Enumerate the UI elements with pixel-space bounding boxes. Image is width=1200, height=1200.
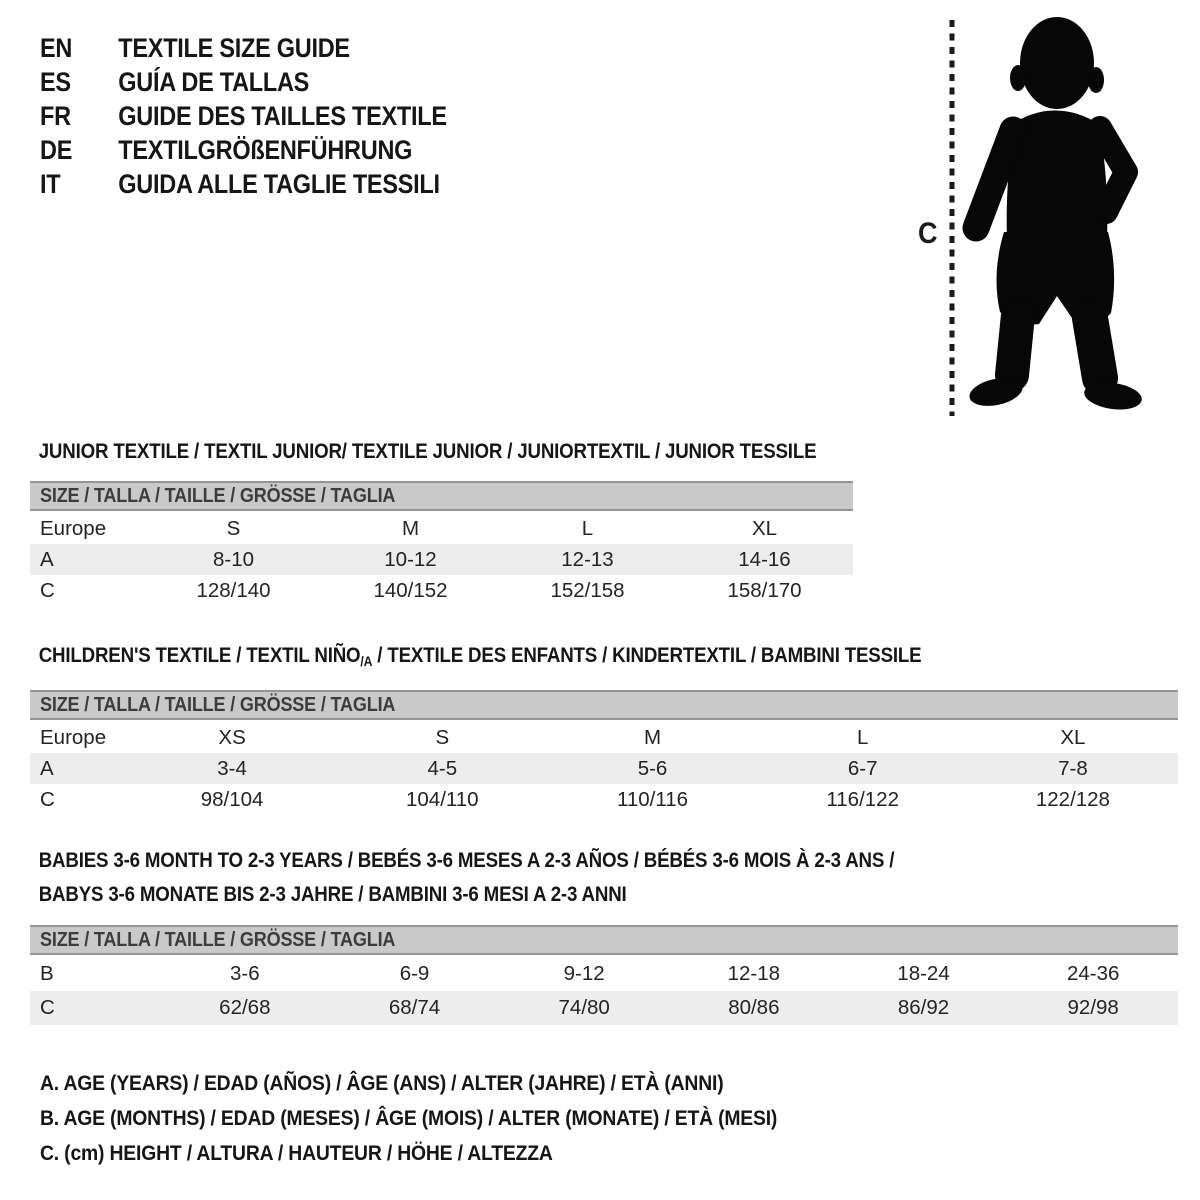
size-value: 152/158 bbox=[550, 578, 625, 602]
row-label: B bbox=[40, 962, 54, 985]
table-row bbox=[30, 784, 1178, 815]
table-row bbox=[30, 513, 853, 544]
section-title bbox=[30, 638, 1029, 674]
section-title-text: BABIES 3-6 MONTH TO 2-3 YEARS / BEBÉS 3-6 MESES A 2-3 AÑOS / BÉBÉS 3-6 MOIS À 2-3 ANS / bbox=[38, 848, 895, 872]
size-value: 24-36 bbox=[1066, 962, 1120, 985]
language-title: GUÍA DE TALLAS bbox=[118, 66, 310, 97]
size-value: 10-12 bbox=[384, 547, 437, 571]
size-value: 3-4 bbox=[217, 756, 247, 780]
size-value: 18-24 bbox=[897, 962, 950, 985]
row-label: A bbox=[40, 756, 54, 780]
row-label: C bbox=[40, 578, 55, 602]
language-title: TEXTILGRÖßENFÜHRUNG bbox=[118, 134, 413, 165]
section-title-line bbox=[38, 434, 817, 468]
section-title-line bbox=[39, 877, 1029, 911]
size-value: 110/116 bbox=[616, 787, 689, 811]
size-value: M bbox=[401, 516, 420, 540]
table-row bbox=[30, 753, 1178, 784]
size-value: S bbox=[226, 516, 241, 540]
size-section-2 bbox=[30, 638, 1178, 815]
legend-line: A. AGE (YEARS) / EDAD (AÑOS) / ÂGE (ANS) / ALTER (JAHRE) / ETÀ (ANNI) bbox=[40, 1071, 724, 1095]
size-value: L bbox=[581, 516, 594, 540]
size-value: 122/128 bbox=[1035, 787, 1110, 811]
table-row bbox=[30, 544, 853, 575]
language-code: ES bbox=[40, 66, 71, 97]
size-value: 74/80 bbox=[558, 996, 610, 1019]
size-table bbox=[30, 722, 1178, 815]
language-title: GUIDE DES TAILLES TEXTILE bbox=[118, 100, 447, 131]
size-value: 12-13 bbox=[561, 547, 614, 571]
section-title-text: BABYS 3-6 MONATE BIS 2-3 JAHRE / BAMBINI 3-6 MESI A 2-3 ANNI bbox=[38, 882, 627, 906]
size-value: 92/98 bbox=[1067, 996, 1119, 1019]
size-value: 98/104 bbox=[200, 787, 264, 811]
size-value: L bbox=[857, 725, 869, 749]
size-header-label: SIZE / TALLA / TAILLE / GRÖSSE / TAGLIA bbox=[40, 693, 396, 716]
row-label: A bbox=[40, 547, 54, 571]
language-code: IT bbox=[40, 168, 61, 199]
legend bbox=[40, 1066, 859, 1171]
height-measure-label: C bbox=[918, 216, 938, 251]
size-value: 62/68 bbox=[219, 996, 271, 1019]
size-value: 116/122 bbox=[826, 787, 899, 811]
row-label: C bbox=[40, 996, 55, 1019]
size-value: 7-8 bbox=[1058, 756, 1088, 780]
section-title bbox=[30, 843, 1029, 911]
size-table bbox=[30, 957, 1178, 1025]
size-value: 86/92 bbox=[897, 996, 950, 1019]
size-section-3 bbox=[30, 843, 1178, 1025]
row-label: Europe bbox=[40, 725, 107, 749]
section-title-text: /A bbox=[360, 653, 373, 669]
size-value: 8-10 bbox=[212, 547, 255, 571]
size-value: 140/152 bbox=[373, 578, 448, 602]
section-title-line bbox=[39, 843, 1029, 877]
size-header-label: SIZE / TALLA / TAILLE / GRÖSSE / TAGLIA bbox=[40, 928, 396, 951]
size-value: 104/110 bbox=[406, 787, 479, 811]
size-value: S bbox=[435, 725, 450, 749]
size-value: 128/140 bbox=[196, 578, 271, 602]
size-value: 6-9 bbox=[399, 962, 430, 985]
size-header-label: SIZE / TALLA / TAILLE / GRÖSSE / TAGLIA bbox=[40, 484, 396, 507]
size-section-1 bbox=[30, 434, 853, 606]
section-title bbox=[30, 434, 817, 468]
size-header-bar bbox=[30, 690, 1178, 720]
section-title-text: / TEXTILE DES ENFANTS / KINDERTEXTIL / BAMBINI TESSILE bbox=[372, 643, 922, 667]
language-title: GUIDA ALLE TAGLIE TESSILI bbox=[118, 168, 440, 199]
language-code: EN bbox=[40, 32, 73, 63]
size-value: 12-18 bbox=[727, 962, 781, 985]
size-table bbox=[30, 513, 853, 606]
size-value: XS bbox=[218, 725, 246, 749]
size-value: 14-16 bbox=[738, 547, 791, 571]
size-value: 9-12 bbox=[563, 962, 605, 985]
table-row bbox=[30, 722, 1178, 753]
legend-line: C. (cm) HEIGHT / ALTURA / HAUTEUR / HÖHE / ALTEZZA bbox=[40, 1141, 553, 1165]
section-title-line bbox=[39, 638, 1029, 674]
section-title-text: JUNIOR TEXTILE / TEXTIL JUNIOR/ TEXTILE JUNIOR / JUNIORTEXTIL / JUNIOR TESSILE bbox=[38, 439, 817, 463]
table-row bbox=[30, 991, 1178, 1025]
size-value: 68/74 bbox=[388, 996, 441, 1019]
size-value: 3-6 bbox=[230, 962, 260, 985]
size-value: 158/170 bbox=[727, 578, 802, 602]
size-header-bar bbox=[30, 925, 1178, 955]
size-value: M bbox=[643, 725, 662, 749]
size-value: 6-7 bbox=[847, 756, 878, 780]
size-value: 80/86 bbox=[728, 996, 780, 1019]
table-row bbox=[30, 957, 1178, 991]
size-value: XL bbox=[1060, 725, 1086, 749]
table-row bbox=[30, 575, 853, 606]
size-value: XL bbox=[751, 516, 778, 540]
section-title-text: CHILDREN'S TEXTILE / TEXTIL NIÑO bbox=[38, 643, 361, 667]
size-value: 4-5 bbox=[427, 756, 458, 780]
size-value: 5-6 bbox=[637, 756, 668, 780]
size-header-bar bbox=[30, 481, 853, 511]
language-code: FR bbox=[40, 100, 71, 131]
row-label: Europe bbox=[40, 516, 107, 540]
row-label: C bbox=[40, 787, 55, 811]
legend-line: B. AGE (MONTHS) / EDAD (MESES) / ÂGE (MOIS) / ALTER (MONATE) / ETÀ (MESI) bbox=[40, 1106, 778, 1130]
language-title: TEXTILE SIZE GUIDE bbox=[118, 32, 350, 63]
language-code: DE bbox=[40, 134, 73, 165]
